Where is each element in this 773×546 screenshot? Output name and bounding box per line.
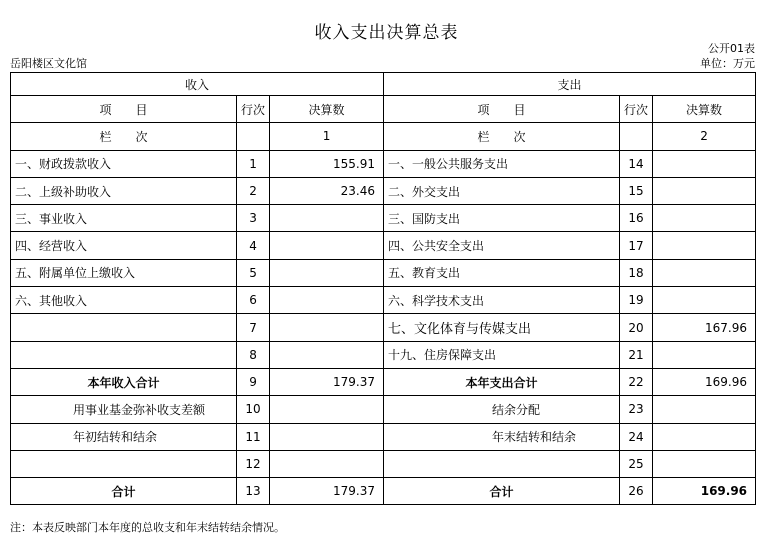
expense-item: 一、一般公共服务支出 <box>384 150 620 177</box>
income-amount <box>270 396 384 423</box>
income-line-no: 9 <box>237 368 270 395</box>
expense-amount <box>653 450 756 477</box>
expense-item: 结余分配 <box>384 396 620 423</box>
expense-item: 七、文化体育与传媒支出 <box>384 314 620 341</box>
expense-amount <box>653 396 756 423</box>
expense-line-no: 14 <box>620 150 653 177</box>
income-amount <box>270 314 384 341</box>
organization-name: 岳阳楼区文化馆 <box>10 57 87 70</box>
expense-line-no-header: 行次 <box>620 96 653 123</box>
income-line-no: 2 <box>237 177 270 204</box>
expense-column-index: 2 <box>653 123 756 150</box>
income-line-no-header: 行次 <box>237 96 270 123</box>
income-item <box>11 314 237 341</box>
form-number: 公开01表 <box>708 42 755 55</box>
expense-amount: 167.96 <box>653 314 756 341</box>
expense-line-no: 20 <box>620 314 653 341</box>
table-row <box>11 450 756 477</box>
income-item <box>11 341 237 368</box>
income-line-no: 8 <box>237 341 270 368</box>
grand-total-row <box>11 478 756 505</box>
expense-line-no: 21 <box>620 341 653 368</box>
table-row <box>11 423 756 450</box>
income-line-no: 12 <box>237 450 270 477</box>
expense-item: 五、教育支出 <box>384 259 620 286</box>
expense-item-header: 项 目 <box>384 96 620 123</box>
column-index-row <box>11 123 756 150</box>
expense-amount-header: 决算数 <box>653 96 756 123</box>
expense-amount <box>653 150 756 177</box>
income-line-no: 6 <box>237 287 270 314</box>
income-amount <box>270 287 384 314</box>
income-item: 年初结转和结余 <box>11 423 237 450</box>
income-grand-total-amount: 179.37 <box>270 478 384 505</box>
expense-header: 支出 <box>384 73 756 96</box>
expense-item: 四、公共安全支出 <box>384 232 620 259</box>
table-row <box>11 287 756 314</box>
income-column-label: 栏 次 <box>11 123 237 150</box>
expense-item: 三、国防支出 <box>384 205 620 232</box>
income-item: 用事业基金弥补收支差额 <box>11 396 237 423</box>
expense-amount <box>653 287 756 314</box>
income-item: 六、其他收入 <box>11 287 237 314</box>
table-row <box>11 341 756 368</box>
expense-line-no: 23 <box>620 396 653 423</box>
income-item: 五、附属单位上缴收入 <box>11 259 237 286</box>
table-row <box>11 232 756 259</box>
footnote: 注：本表反映部门本年度的总收支和年末结转结余情况。 <box>10 521 285 534</box>
table-row <box>11 150 756 177</box>
expense-line-no: 16 <box>620 205 653 232</box>
income-line-no: 11 <box>237 423 270 450</box>
table-row <box>11 205 756 232</box>
income-line-no: 7 <box>237 314 270 341</box>
income-total-label: 本年收入合计 <box>11 368 237 395</box>
income-amount: 155.91 <box>270 150 384 177</box>
expense-line-no: 22 <box>620 368 653 395</box>
table-row <box>11 396 756 423</box>
column-header-row <box>11 96 756 123</box>
report-title: 收入支出决算总表 <box>314 23 459 43</box>
income-header: 收入 <box>11 73 384 96</box>
expense-total-amount: 169.96 <box>653 368 756 395</box>
income-line-no: 4 <box>237 232 270 259</box>
income-amount <box>270 341 384 368</box>
expense-grand-total-label: 合计 <box>384 478 620 505</box>
expense-line-no: 24 <box>620 423 653 450</box>
income-column-blank <box>237 123 270 150</box>
expense-item: 十九、住房保障支出 <box>384 341 620 368</box>
income-item: 一、财政拨款收入 <box>11 150 237 177</box>
expense-item: 年末结转和结余 <box>384 423 620 450</box>
section-header-row <box>11 73 756 96</box>
income-item-header: 项 目 <box>11 96 237 123</box>
expense-line-no: 19 <box>620 287 653 314</box>
income-total-amount: 179.37 <box>270 368 384 395</box>
total-row <box>11 368 756 395</box>
income-line-no: 10 <box>237 396 270 423</box>
expense-line-no: 26 <box>620 478 653 505</box>
income-item: 四、经营收入 <box>11 232 237 259</box>
expense-column-label: 栏 次 <box>384 123 620 150</box>
income-item: 二、上级补助收入 <box>11 177 237 204</box>
income-line-no: 1 <box>237 150 270 177</box>
unit-label: 单位：万元 <box>700 57 755 70</box>
table-row <box>11 177 756 204</box>
expense-line-no: 15 <box>620 177 653 204</box>
expense-amount <box>653 259 756 286</box>
expense-amount <box>653 423 756 450</box>
income-column-index: 1 <box>270 123 384 150</box>
expense-amount <box>653 177 756 204</box>
income-item: 三、事业收入 <box>11 205 237 232</box>
expense-line-no: 17 <box>620 232 653 259</box>
income-amount-header: 决算数 <box>270 96 384 123</box>
income-line-no: 13 <box>237 478 270 505</box>
income-amount <box>270 423 384 450</box>
income-grand-total-label: 合计 <box>11 478 237 505</box>
income-amount <box>270 259 384 286</box>
income-amount <box>270 205 384 232</box>
expense-amount <box>653 205 756 232</box>
income-line-no: 3 <box>237 205 270 232</box>
expense-total-label: 本年支出合计 <box>384 368 620 395</box>
expense-column-blank <box>620 123 653 150</box>
expense-grand-total-amount: 169.96 <box>653 478 756 505</box>
income-item <box>11 450 237 477</box>
expense-line-no: 18 <box>620 259 653 286</box>
expense-item: 六、科学技术支出 <box>384 287 620 314</box>
expense-amount <box>653 341 756 368</box>
income-line-no: 5 <box>237 259 270 286</box>
table-row <box>11 259 756 286</box>
income-amount <box>270 450 384 477</box>
expense-item: 二、外交支出 <box>384 177 620 204</box>
expense-line-no: 25 <box>620 450 653 477</box>
income-amount: 23.46 <box>270 177 384 204</box>
income-amount <box>270 232 384 259</box>
expense-amount <box>653 232 756 259</box>
expense-item <box>384 450 620 477</box>
table-row <box>11 314 756 341</box>
budget-table <box>10 72 756 505</box>
